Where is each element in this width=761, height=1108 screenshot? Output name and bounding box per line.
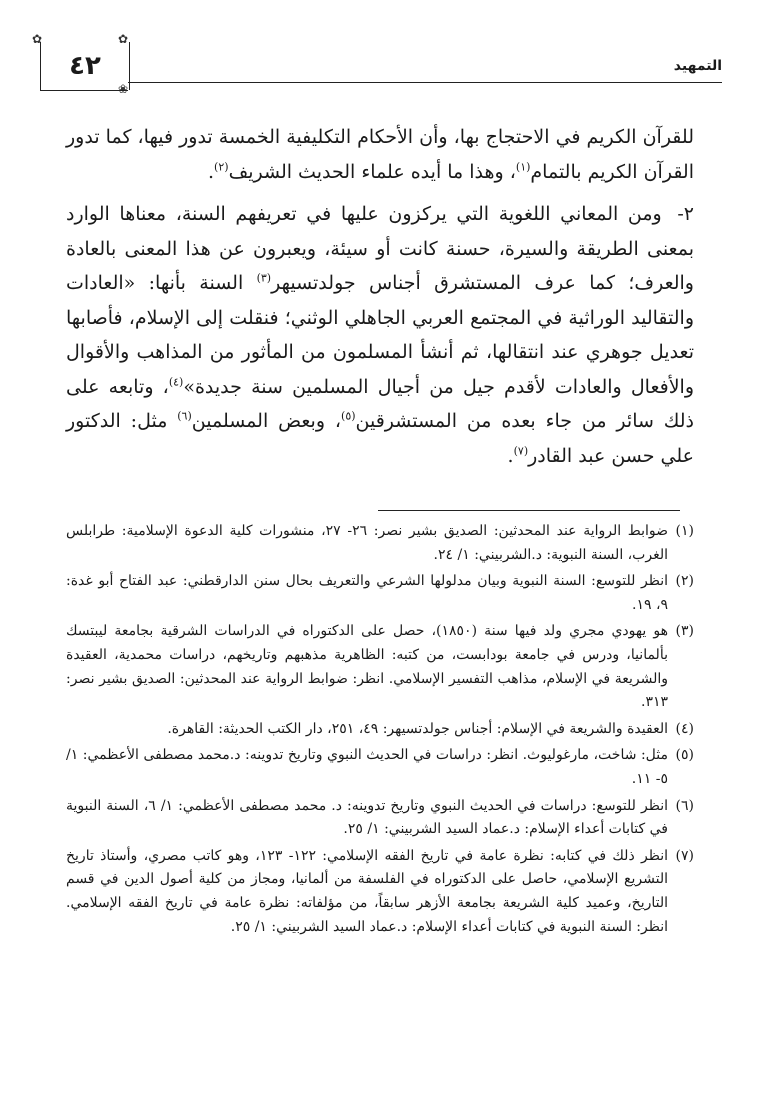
footnote xyxy=(66,744,694,791)
footnote-number: (١) xyxy=(675,523,694,539)
paragraph-text: للقرآن الكريم في الاحتجاج بها، وأن الأحكام التكليفية الخمسة تدور فيها، كما تدور القرآن الكريم بالتمام xyxy=(66,126,694,183)
footnote-ref: (٣) xyxy=(256,271,272,285)
footnote-ref: (٢) xyxy=(214,160,229,174)
footnote-ref: (١) xyxy=(515,160,531,174)
footnote-text: العقيدة والشريعة في الإسلام: أجناس جولدتسيهر: ٤٩، ٢٥١، دار الكتب الحديثة: القاهرة. xyxy=(167,720,668,737)
paragraph-text: ، وتابعه على ذلك سائر من جاء بعده من المستشرقين xyxy=(66,375,695,432)
paragraph xyxy=(66,120,694,189)
footnote-number: (٢) xyxy=(675,573,694,590)
paragraph-text: . xyxy=(208,160,215,183)
paragraph-text: ، وبعض المسلمين xyxy=(191,410,342,432)
footnote-ref: (٧) xyxy=(513,444,529,458)
item-number: ٢- xyxy=(677,203,694,225)
corner-ornament-icon: ✿ xyxy=(32,32,43,46)
footnotes-section xyxy=(66,520,694,942)
footnote xyxy=(66,620,694,714)
footnote-number: (٣) xyxy=(675,623,694,640)
footnote-text: هو يهودي مجري ولد فيها سنة (١٨٥٠)، حصل على الدكتوراه في الدراسات الشرقية بجامعة ليبتسك بألمانيا، ودرس في جامعة بودابست، من كتبه: الظاهرية مذهبهم وتاريخهم، دراسات محمدية، العقيدة والشريعة في الإسلام، مذاهب التفسير الإسلامي. انظر: ضوابط الرواية عند المحدثين: الصديق بشير نصر: ٣١٣. xyxy=(66,623,668,711)
chapter-title: التمهيد xyxy=(673,58,722,74)
footnote-ref: (٦) xyxy=(177,409,192,423)
footnote xyxy=(66,845,694,939)
footnote-text: انظر ذلك في كتابه: نظرة عامة في تاريخ الفقه الإسلامي: ١٢٢- ١٢٣، وهو كاتب مصري، وأستاذ تاريخ التشريع الإسلامي، حاصل على الدكتوراه في الفلسفة من ألمانيا، ومجاز من كلية أصول الدين في قسم التاريخ، وعميد كلية الشريعة بجامعة الأزهر سابقاً، من مؤلفاته: نظرة عامة في تاريخ الفقه الإسلامي. انظر: السنة النبوية في كتابات أعداء الإسلام: د.عماد السيد الشربيني: ١/ ٢٥. xyxy=(66,847,668,935)
paragraph-text: مثل: الدكتور علي حسن عبد القادر xyxy=(66,410,694,467)
page-number: ٤٢ xyxy=(69,51,101,81)
footnote-text: انظر للتوسع: السنة النبوية وبيان مدلولها الشرعي والتعريف بحال سنن الدارقطني: عبد الفتاح أبو غدة: ٩، ١٩. xyxy=(66,573,668,613)
footnote-separator xyxy=(378,510,680,511)
footnote-number: (٤) xyxy=(675,720,694,737)
paragraph-text: السنة بأنها: «العادات والتقاليد الوراثية في المجتمع العربي الجاهلي الوثني؛ فنقلت إلى الإسلام، فأصابها تعديل جوهري عند انتقالها، ثم أنشأ المسلمون من المأثور من المذاهب والأقوال والأفعال والعادات لأقدم جيل من أجيال المسلمين سنة جديدة» xyxy=(66,272,694,398)
paragraph-text: ، وهذا ما أيده علماء الحديث الشريف xyxy=(228,160,516,183)
corner-ornament-icon: ❀ xyxy=(118,82,129,96)
footnote-number: (٦) xyxy=(675,797,694,814)
footnote-number: (٥) xyxy=(675,747,694,764)
footnote xyxy=(66,570,694,617)
footnote-ref: (٥) xyxy=(341,409,356,423)
paragraph-text: ومن المعاني اللغوية التي يركزون عليها في تعريفهم السنة، معناها الوارد بمعنى الطريقة والسيرة، حسنة كانت أو سيئة، ويعبرون عن هذا المعنى بالعادة والعرف؛ كما عرف المستشرق أجناس جولدتسيهر xyxy=(66,203,694,294)
page-number-frame xyxy=(40,42,130,90)
numbered-paragraph xyxy=(66,197,694,473)
footnote-text: انظر للتوسع: دراسات في الحديث النبوي وتاريخ تدوينه: د. محمد مصطفى الأعظمي: ١/ ٦، السنة النبوية في كتابات أعداء الإسلام: د.عماد السيد الشربيني: ١/ ٢٥. xyxy=(66,797,668,838)
footnote xyxy=(66,718,694,742)
corner-ornament-icon: ✿ xyxy=(118,32,129,46)
paragraph-text: . xyxy=(507,444,514,467)
footnote-number: (٧) xyxy=(675,847,694,864)
page-header xyxy=(32,32,722,96)
header-rule-left xyxy=(40,90,128,91)
footnote-text: ضوابط الرواية عند المحدثين: الصديق بشير نصر: ٢٦- ٢٧، منشورات كلية الدعوة الإسلامية: طرابلس الغرب، السنة النبوية: د.الشربيني: ١/ ٢٤. xyxy=(66,523,668,563)
footnote-ref: (٤) xyxy=(168,375,184,389)
main-text xyxy=(66,120,694,473)
footnote xyxy=(66,520,694,567)
footnote xyxy=(66,795,694,842)
header-rule xyxy=(128,82,722,83)
footnote-text: مثل: شاخت، مارغوليوث. انظر: دراسات في الحديث النبوي وتاريخ تدوينه: د.محمد مصطفى الأعظمي: ١/ ٥- ١١. xyxy=(66,747,668,787)
